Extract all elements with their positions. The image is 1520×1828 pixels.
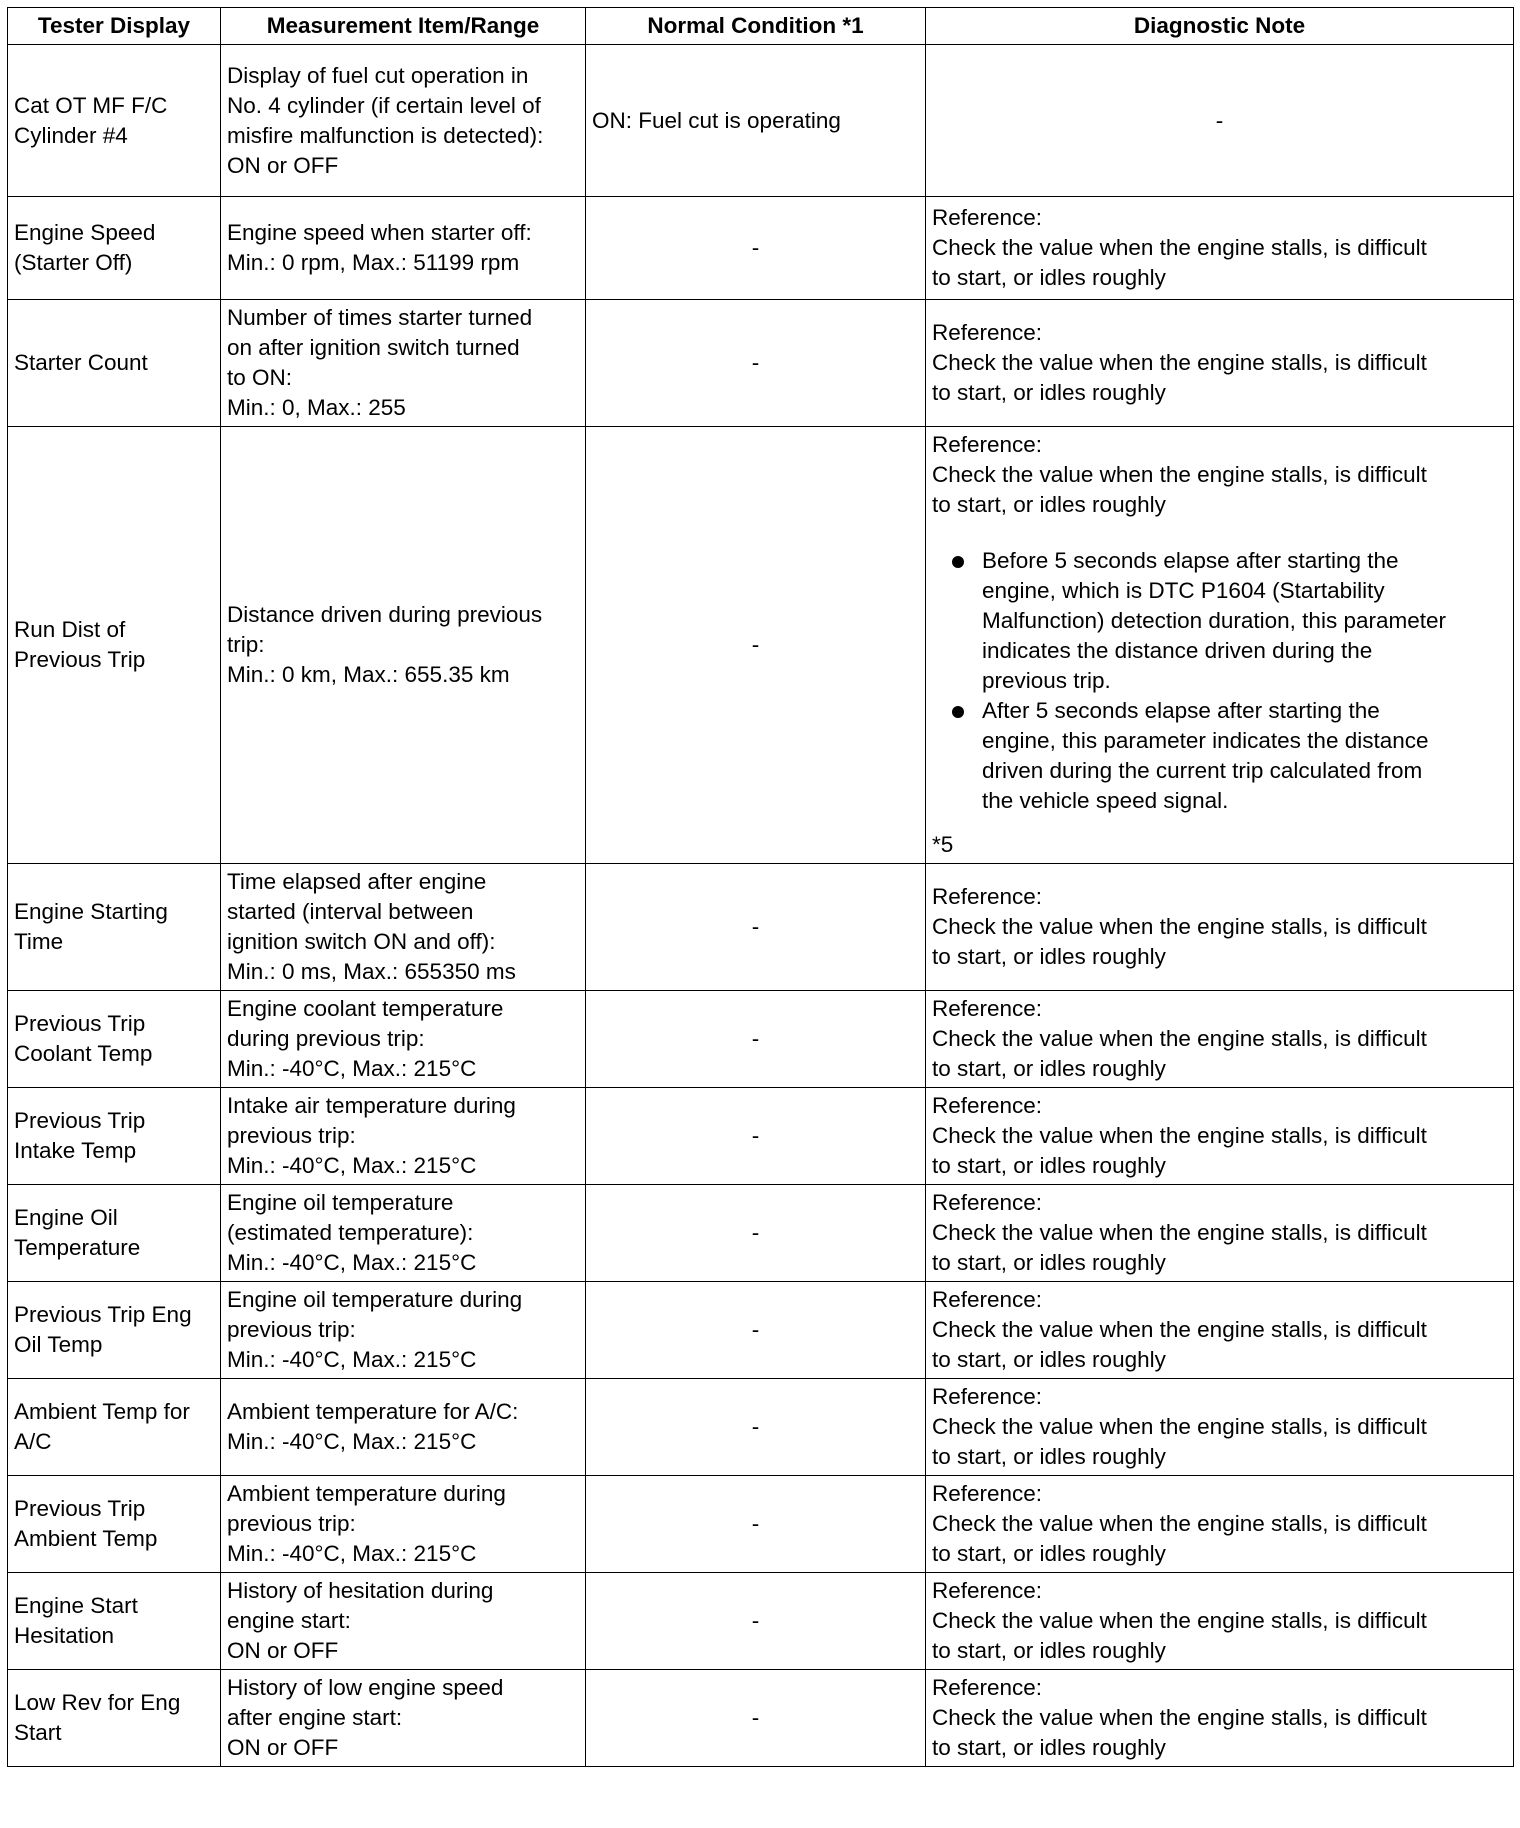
note-line: to start, or idles roughly (932, 1541, 1166, 1566)
note-line: to start, or idles roughly (932, 1250, 1166, 1275)
tester-display-line: Oil Temp (14, 1332, 103, 1357)
bullet-line: engine, this parameter indicates the distance (982, 728, 1429, 753)
note-line: to start, or idles roughly (932, 1056, 1166, 1081)
measurement-line: Min.: -40°C, Max.: 215°C (227, 1541, 477, 1566)
tester-display-line: Engine Oil (14, 1205, 118, 1230)
note-line: - (1215, 107, 1224, 133)
measurement-line: started (interval between (227, 899, 474, 924)
cell-tester-display (8, 864, 221, 991)
measurement-line: History of low engine speed (227, 1675, 504, 1700)
cell-normal-condition (586, 1670, 926, 1767)
header-row (8, 8, 1514, 45)
normal-condition-text: - (751, 1026, 760, 1051)
measurement-line: Min.: -40°C, Max.: 215°C (227, 1429, 477, 1454)
cell-normal-condition (586, 864, 926, 991)
measurement-line: Min.: -40°C, Max.: 215°C (227, 1347, 477, 1372)
cell-diagnostic-note (926, 1088, 1514, 1185)
measurement-line: Engine coolant temperature (227, 996, 504, 1021)
note-line: to start, or idles roughly (932, 1347, 1166, 1372)
note-bullet-item (950, 546, 1507, 696)
measurement-line: Engine oil temperature during (227, 1287, 523, 1312)
note-line: to start, or idles roughly (932, 1444, 1166, 1469)
measurement-line: Distance driven during previous (227, 602, 543, 627)
note-line: Check the value when the engine stalls, is difficult (932, 462, 1427, 487)
cell-normal-condition (586, 1282, 926, 1379)
note-bullet-list (932, 546, 1507, 816)
cell-tester-display (8, 1282, 221, 1379)
measurement-line: previous trip: (227, 1511, 356, 1536)
cell-normal-condition (586, 427, 926, 864)
measurement-line: (estimated temperature): (227, 1220, 474, 1245)
note-line: Check the value when the engine stalls, is difficult (932, 1123, 1427, 1148)
note-line: Check the value when the engine stalls, is difficult (932, 1317, 1427, 1342)
cell-tester-display (8, 1670, 221, 1767)
measurement-line: Ambient temperature for A/C: (227, 1399, 519, 1424)
measurement-line: Min.: -40°C, Max.: 215°C (227, 1056, 477, 1081)
cell-measurement-range (221, 45, 586, 197)
tester-display-line: Start (14, 1720, 62, 1745)
bullet-dot-icon (952, 706, 964, 718)
note-line: Check the value when the engine stalls, is difficult (932, 1511, 1427, 1536)
cell-measurement-range (221, 1379, 586, 1476)
measurement-line: Min.: 0 ms, Max.: 655350 ms (227, 959, 516, 984)
note-line: to start, or idles roughly (932, 492, 1166, 517)
note-line: to start, or idles roughly (932, 380, 1166, 405)
note-line: Reference: (932, 996, 1043, 1021)
bullet-line: Malfunction) detection duration, this parameter (982, 608, 1446, 633)
table-row (8, 427, 1514, 864)
cell-measurement-range (221, 1185, 586, 1282)
measurement-line: Engine oil temperature (227, 1190, 454, 1215)
cell-measurement-range (221, 197, 586, 300)
tester-display-line: Previous Trip (14, 1108, 146, 1133)
bullet-line: After 5 seconds elapse after starting the (982, 698, 1380, 723)
normal-condition-text: - (751, 1608, 760, 1633)
cell-measurement-range (221, 1088, 586, 1185)
tester-display-line: Coolant Temp (14, 1041, 153, 1066)
cell-tester-display (8, 1476, 221, 1573)
table-row (8, 1282, 1514, 1379)
note-line: Reference: (932, 1578, 1043, 1603)
note-line: Check the value when the engine stalls, is difficult (932, 350, 1427, 375)
bullet-dot-icon (952, 556, 964, 568)
measurement-line: previous trip: (227, 1317, 356, 1342)
measurement-line: previous trip: (227, 1123, 356, 1148)
tester-display-line: Temperature (14, 1235, 141, 1260)
note-line: Check the value when the engine stalls, is difficult (932, 235, 1427, 260)
bullet-line: indicates the distance driven during the (982, 638, 1373, 663)
measurement-line: History of hesitation during (227, 1578, 494, 1603)
header-tester-display: Tester Display (8, 8, 221, 45)
bullet-line: the vehicle speed signal. (982, 788, 1229, 813)
normal-condition-text: - (751, 350, 760, 375)
tester-display-line: Engine Start (14, 1593, 138, 1618)
cell-tester-display (8, 1185, 221, 1282)
note-line: to start, or idles roughly (932, 1638, 1166, 1663)
cell-tester-display (8, 300, 221, 427)
cell-normal-condition (586, 300, 926, 427)
table-row (8, 1670, 1514, 1767)
normal-condition-text: - (751, 1511, 760, 1536)
note-line: Reference: (932, 205, 1043, 230)
tester-display-line: Previous Trip (14, 647, 146, 672)
measurement-line: Number of times starter turned (227, 305, 533, 330)
normal-condition-text: - (751, 914, 760, 939)
cell-normal-condition (586, 1476, 926, 1573)
normal-condition-text: - (751, 1705, 760, 1730)
measurement-line: to ON: (227, 365, 293, 390)
measurement-line: ignition switch ON and off): (227, 929, 496, 954)
note-line: Check the value when the engine stalls, is difficult (932, 914, 1427, 939)
cell-diagnostic-note (926, 864, 1514, 991)
measurement-line: No. 4 cylinder (if certain level of (227, 92, 541, 118)
table-row (8, 1088, 1514, 1185)
tester-display-line: Cylinder #4 (14, 122, 128, 148)
measurement-line: Time elapsed after engine (227, 869, 487, 894)
measurement-line: Min.: 0 rpm, Max.: 51199 rpm (227, 250, 520, 275)
note-line: Reference: (932, 1190, 1043, 1215)
cell-normal-condition (586, 45, 926, 197)
tester-display-line: A/C (14, 1429, 52, 1454)
measurement-line: trip: (227, 632, 265, 657)
note-line: Reference: (932, 320, 1043, 345)
cell-tester-display (8, 1088, 221, 1185)
table-row (8, 864, 1514, 991)
tester-display-line: Cat OT MF F/C (14, 92, 168, 118)
bullet-line: engine, which is DTC P1604 (Startability (982, 578, 1385, 603)
table-row (8, 1573, 1514, 1670)
note-line: Check the value when the engine stalls, is difficult (932, 1026, 1427, 1051)
note-line: Reference: (932, 1675, 1043, 1700)
note-line: Reference: (932, 884, 1043, 909)
measurement-line: Min.: 0 km, Max.: 655.35 km (227, 662, 510, 687)
table-row (8, 991, 1514, 1088)
cell-diagnostic-note (926, 1670, 1514, 1767)
measurement-line: Min.: -40°C, Max.: 215°C (227, 1153, 477, 1178)
bullet-line: Before 5 seconds elapse after starting the (982, 548, 1399, 573)
tester-display-line: Run Dist of (14, 617, 126, 642)
tester-display-line: Previous Trip (14, 1011, 146, 1036)
note-line: Check the value when the engine stalls, is difficult (932, 1608, 1427, 1633)
note-line: Reference: (932, 1481, 1043, 1506)
measurement-line: Min.: -40°C, Max.: 215°C (227, 1250, 477, 1275)
cell-diagnostic-note (926, 1379, 1514, 1476)
table-row (8, 45, 1514, 197)
note-line: to start, or idles roughly (932, 944, 1166, 969)
tester-display-line: Hesitation (14, 1623, 115, 1648)
table-row (8, 300, 1514, 427)
table-row (8, 197, 1514, 300)
tester-display-line: Ambient Temp (14, 1526, 158, 1551)
normal-condition-text: ON: Fuel cut is operating (592, 107, 841, 133)
note-line: Reference: (932, 1287, 1043, 1312)
measurement-line: after engine start: (227, 1705, 403, 1730)
note-line: to start, or idles roughly (932, 265, 1166, 290)
cell-normal-condition (586, 1379, 926, 1476)
cell-diagnostic-note (926, 1282, 1514, 1379)
note-line: to start, or idles roughly (932, 1153, 1166, 1178)
cell-measurement-range (221, 1573, 586, 1670)
data-list-table (7, 7, 1514, 1767)
table-body (8, 45, 1514, 1767)
normal-condition-text: - (751, 1123, 760, 1148)
cell-tester-display (8, 427, 221, 864)
measurement-line: during previous trip: (227, 1026, 425, 1051)
note-bullet-item (950, 696, 1507, 816)
tester-display-line: Starter Count (14, 350, 148, 375)
header-normal-condition: Normal Condition *1 (586, 8, 926, 45)
note-line: Reference: (932, 1384, 1043, 1409)
cell-normal-condition (586, 991, 926, 1088)
measurement-line: engine start: (227, 1608, 351, 1633)
header-measurement-item: Measurement Item/Range (221, 8, 586, 45)
measurement-line: ON or OFF (227, 152, 339, 178)
footnote-ref: *5 (932, 832, 954, 857)
tester-display-line: Engine Starting (14, 899, 168, 924)
cell-measurement-range (221, 427, 586, 864)
normal-condition-text: - (751, 1317, 760, 1342)
cell-tester-display (8, 991, 221, 1088)
measurement-line: on after ignition switch turned (227, 335, 520, 360)
measurement-line: ON or OFF (227, 1638, 339, 1663)
tester-display-line: Engine Speed (14, 220, 156, 245)
cell-measurement-range (221, 991, 586, 1088)
normal-condition-text: - (751, 235, 760, 260)
cell-diagnostic-note (926, 197, 1514, 300)
cell-measurement-range (221, 1670, 586, 1767)
cell-measurement-range (221, 1282, 586, 1379)
measurement-line: misfire malfunction is detected): (227, 122, 544, 148)
measurement-line: Engine speed when starter off: (227, 220, 532, 245)
cell-normal-condition (586, 1185, 926, 1282)
note-line: to start, or idles roughly (932, 1735, 1166, 1760)
tester-display-line: Ambient Temp for (14, 1399, 190, 1424)
note-line: Check the value when the engine stalls, is difficult (932, 1414, 1427, 1439)
cell-diagnostic-note (926, 1573, 1514, 1670)
tester-display-line: Low Rev for Eng (14, 1690, 181, 1715)
normal-condition-text: - (751, 1414, 760, 1439)
tester-display-line: Intake Temp (14, 1138, 137, 1163)
table-row (8, 1379, 1514, 1476)
cell-tester-display (8, 1573, 221, 1670)
note-line: Check the value when the engine stalls, is difficult (932, 1705, 1427, 1730)
cell-diagnostic-note (926, 300, 1514, 427)
bullet-line: previous trip. (982, 668, 1111, 693)
tester-display-line: Previous Trip (14, 1496, 146, 1521)
cell-diagnostic-note (926, 1185, 1514, 1282)
note-spacer (932, 520, 1507, 546)
tester-display-line: (Starter Off) (14, 250, 133, 275)
note-line: Check the value when the engine stalls, is difficult (932, 1220, 1427, 1245)
measurement-line: Display of fuel cut operation in (227, 62, 529, 88)
cell-diagnostic-note (926, 991, 1514, 1088)
cell-measurement-range (221, 864, 586, 991)
cell-normal-condition (586, 1088, 926, 1185)
header-diagnostic-note: Diagnostic Note (926, 8, 1514, 45)
measurement-line: ON or OFF (227, 1735, 339, 1760)
table-row (8, 1185, 1514, 1282)
note-line: Reference: (932, 1093, 1043, 1118)
bullet-line: driven during the current trip calculated from (982, 758, 1423, 783)
cell-normal-condition (586, 197, 926, 300)
tester-display-line: Previous Trip Eng (14, 1302, 192, 1327)
cell-measurement-range (221, 300, 586, 427)
table-row (8, 1476, 1514, 1573)
cell-measurement-range (221, 1476, 586, 1573)
cell-diagnostic-note (926, 427, 1514, 864)
tester-display-line: Time (14, 929, 64, 954)
measurement-line: Min.: 0, Max.: 255 (227, 395, 406, 420)
cell-tester-display (8, 197, 221, 300)
normal-condition-text: - (751, 632, 760, 657)
note-spacer (932, 816, 1507, 830)
cell-diagnostic-note (926, 45, 1514, 197)
note-line: Reference: (932, 432, 1043, 457)
cell-normal-condition (586, 1573, 926, 1670)
cell-tester-display (8, 45, 221, 197)
measurement-line: Intake air temperature during (227, 1093, 516, 1118)
cell-diagnostic-note (926, 1476, 1514, 1573)
measurement-line: Ambient temperature during (227, 1481, 506, 1506)
normal-condition-text: - (751, 1220, 760, 1245)
cell-tester-display (8, 1379, 221, 1476)
